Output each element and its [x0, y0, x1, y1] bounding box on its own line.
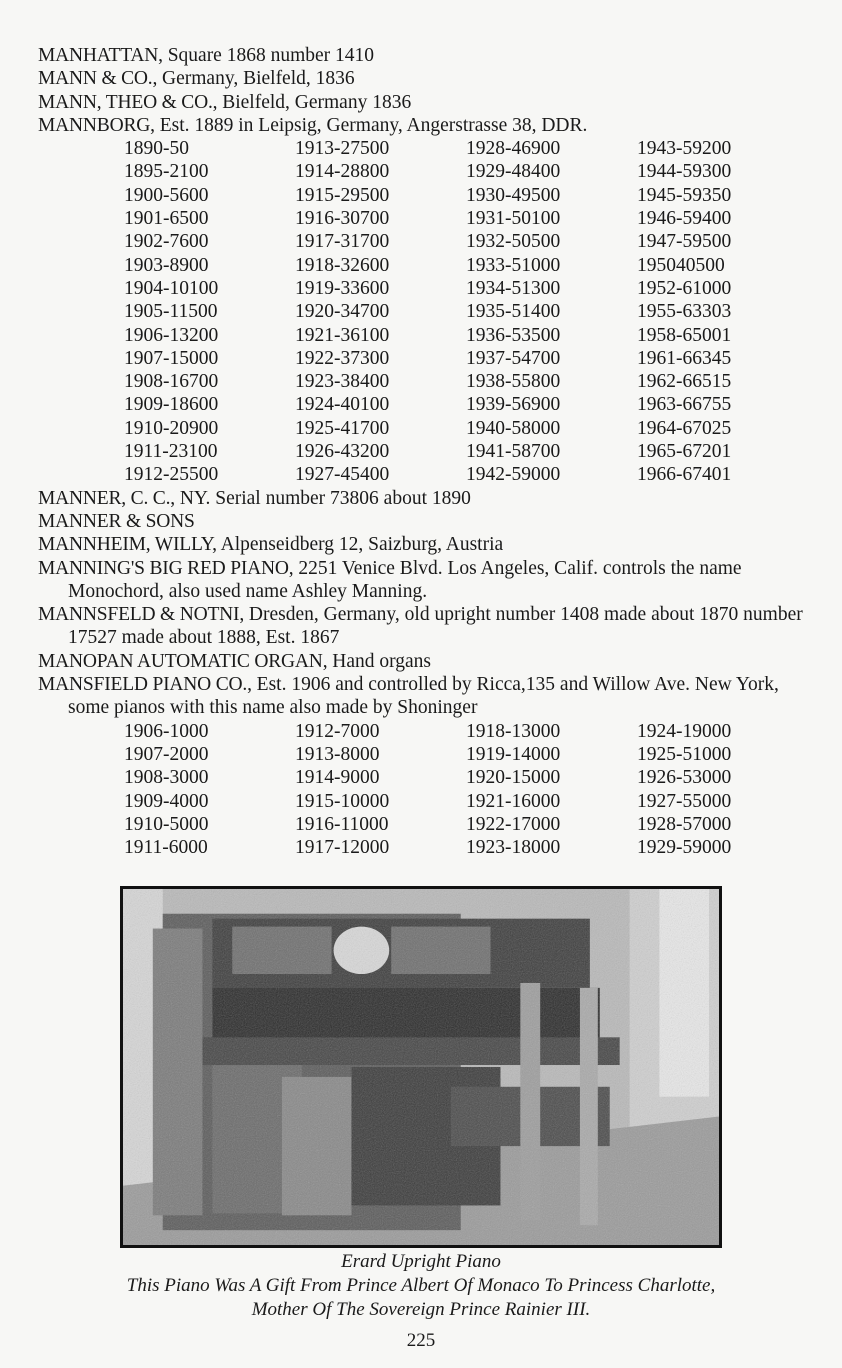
serial-cell: 1966-67401	[637, 464, 732, 486]
serial-cell: 1916-30700	[295, 208, 390, 230]
serial-cell: 1919-33600	[295, 277, 390, 299]
entry-mann-co: MANN & CO., Germany, Bielfeld, 1836	[38, 68, 355, 90]
piano-photo	[120, 886, 722, 1248]
serial-cell: 1917-31700	[295, 231, 390, 253]
serial-cell: 1926-53000	[637, 767, 732, 789]
serial-cell: 1933-51000	[466, 254, 561, 276]
serial-cell: 1955-63303	[637, 301, 732, 323]
serial-cell: 1961-66345	[637, 347, 732, 369]
serial-cell: 1913-27500	[295, 138, 390, 160]
entries-list	[38, 44, 818, 859]
serial-cell: 1965-67201	[637, 441, 732, 463]
serial-cell: 1916-11000	[295, 813, 389, 835]
serial-cell: 1923-38400	[295, 371, 390, 393]
serial-cell: 1935-51400	[466, 301, 561, 323]
serial-cell: 1941-58700	[466, 441, 561, 463]
serial-cell: 1908-16700	[124, 371, 219, 393]
serial-cell: 1915-10000	[295, 790, 390, 812]
serial-cell: 1911-6000	[124, 837, 208, 859]
serial-cell: 1944-59300	[637, 161, 732, 183]
serial-cell: 1920-34700	[295, 301, 390, 323]
serial-cell: 1927-45400	[295, 464, 390, 486]
serial-cell: 1945-59350	[637, 184, 732, 206]
entry-mannings: MANNING'S BIG RED PIANO, 2251 Venice Blvd. Los Angeles, Calif. controls the name Monochord, also used name Ashley Manning.	[38, 557, 742, 602]
serial-cell: 1908-3000	[124, 767, 209, 789]
mansfield-serial-table	[124, 720, 818, 860]
serial-cell: 1925-41700	[295, 417, 390, 439]
entry-manner-sons: MANNER & SONS	[38, 510, 195, 532]
serial-cell: 1963-66755	[637, 394, 732, 416]
entry-manner-cc: MANNER, C. C., NY. Serial number 73806 about 1890	[38, 487, 471, 509]
serial-cell: 1913-8000	[295, 743, 380, 765]
entry-mann-theo: MANN, THEO & CO., Bielfeld, Germany 1836	[38, 91, 412, 113]
serial-cell: 1921-36100	[295, 324, 390, 346]
serial-cell: 1929-59000	[637, 837, 732, 859]
serial-cell: 1924-40100	[295, 394, 390, 416]
serial-cell: 1910-20900	[124, 417, 219, 439]
serial-cell: 1958-65001	[637, 324, 732, 346]
caption-line-1: This Piano Was A Gift From Prince Albert Of Monaco To Princess Charlotte,	[126, 1275, 716, 1296]
serial-cell: 1924-19000	[637, 720, 732, 742]
serial-cell: 1912-25500	[124, 464, 219, 486]
page-number: 225	[406, 1330, 436, 1351]
serial-cell: 1942-59000	[466, 464, 561, 486]
serial-cell: 1919-14000	[466, 743, 561, 765]
serial-cell: 1910-5000	[124, 813, 209, 835]
serial-cell: 1938-55800	[466, 371, 561, 393]
serial-cell: 1921-16000	[466, 790, 561, 812]
serial-cell: 1918-32600	[295, 254, 390, 276]
serial-cell: 1930-49500	[466, 184, 561, 206]
entry-mannborg: MANNBORG, Est. 1889 in Leipsig, Germany, Angerstrasse 38, DDR.	[38, 114, 588, 136]
serial-cell: 1943-59200	[637, 138, 732, 160]
serial-cell: 1928-57000	[637, 813, 732, 835]
serial-cell: 1928-46900	[466, 138, 561, 160]
serial-cell: 1947-59500	[637, 231, 732, 253]
serial-cell: 1918-13000	[466, 720, 561, 742]
serial-cell: 1914-28800	[295, 161, 390, 183]
serial-cell: 1890-50	[124, 138, 189, 160]
serial-cell: 1907-2000	[124, 743, 209, 765]
serial-cell: 1915-29500	[295, 184, 390, 206]
serial-cell: 1964-67025	[637, 417, 732, 439]
serial-cell: 1929-48400	[466, 161, 561, 183]
serial-cell: 1922-17000	[466, 813, 561, 835]
serial-cell: 1937-54700	[466, 347, 561, 369]
serial-cell: 1962-66515	[637, 371, 732, 393]
serial-cell: 1940-58000	[466, 417, 561, 439]
serial-cell: 1895-2100	[124, 161, 209, 183]
serial-cell: 1903-8900	[124, 254, 209, 276]
serial-cell: 1931-50100	[466, 208, 561, 230]
serial-cell: 1952-61000	[637, 277, 732, 299]
serial-cell: 1936-53500	[466, 324, 561, 346]
serial-cell: 1904-10100	[124, 277, 219, 299]
serial-cell: 1907-15000	[124, 347, 219, 369]
serial-cell: 1906-13200	[124, 324, 219, 346]
serial-cell: 1932-50500	[466, 231, 561, 253]
entry-manopan: MANOPAN AUTOMATIC ORGAN, Hand organs	[38, 650, 431, 672]
entry-mannsfeld: MANNSFELD & NOTNI, Dresden, Germany, old upright number 1408 made about 1870 number 17527 made about 1888, Est. 1867	[38, 604, 803, 649]
piano-photo-image	[123, 889, 719, 1245]
entry-mannheim: MANNHEIM, WILLY, Alpenseidberg 12, Saizburg, Austria	[38, 534, 504, 556]
serial-cell: 1914-9000	[295, 767, 380, 789]
serial-cell: 1909-4000	[124, 790, 209, 812]
serial-cell: 1911-23100	[124, 441, 218, 463]
caption-title: Erard Upright Piano	[341, 1251, 501, 1272]
caption-line-2: Mother Of The Sovereign Prince Rainier III.	[251, 1299, 591, 1320]
serial-cell: 1902-7600	[124, 231, 209, 253]
entry-mansfield: MANSFIELD PIANO CO., Est. 1906 and controlled by Ricca,135 and Willow Ave. New York, some pianos with this name also made by Shoninger	[38, 674, 779, 719]
serial-cell: 1925-51000	[637, 743, 732, 765]
serial-cell: 1922-37300	[295, 347, 390, 369]
serial-cell: 1926-43200	[295, 441, 390, 463]
serial-cell: 1909-18600	[124, 394, 219, 416]
serial-cell: 1923-18000	[466, 837, 561, 859]
serial-cell: 1912-7000	[295, 720, 380, 742]
serial-cell: 1927-55000	[637, 790, 732, 812]
serial-cell: 1920-15000	[466, 767, 561, 789]
entry-manhattan: MANHATTAN, Square 1868 number 1410	[38, 45, 375, 66]
serial-cell: 1946-59400	[637, 208, 732, 230]
photo-caption	[0, 1250, 842, 1322]
serial-cell: 1900-5600	[124, 184, 209, 206]
serial-cell: 1939-56900	[466, 394, 561, 416]
serial-cell: 1906-1000	[124, 720, 209, 742]
serial-cell: 1905-11500	[124, 301, 218, 323]
serial-cell: 1901-6500	[124, 208, 209, 230]
serial-cell: 1917-12000	[295, 837, 390, 859]
serial-cell: 195040500	[637, 254, 725, 276]
serial-cell: 1934-51300	[466, 277, 561, 299]
mannborg-serial-table	[124, 137, 818, 486]
